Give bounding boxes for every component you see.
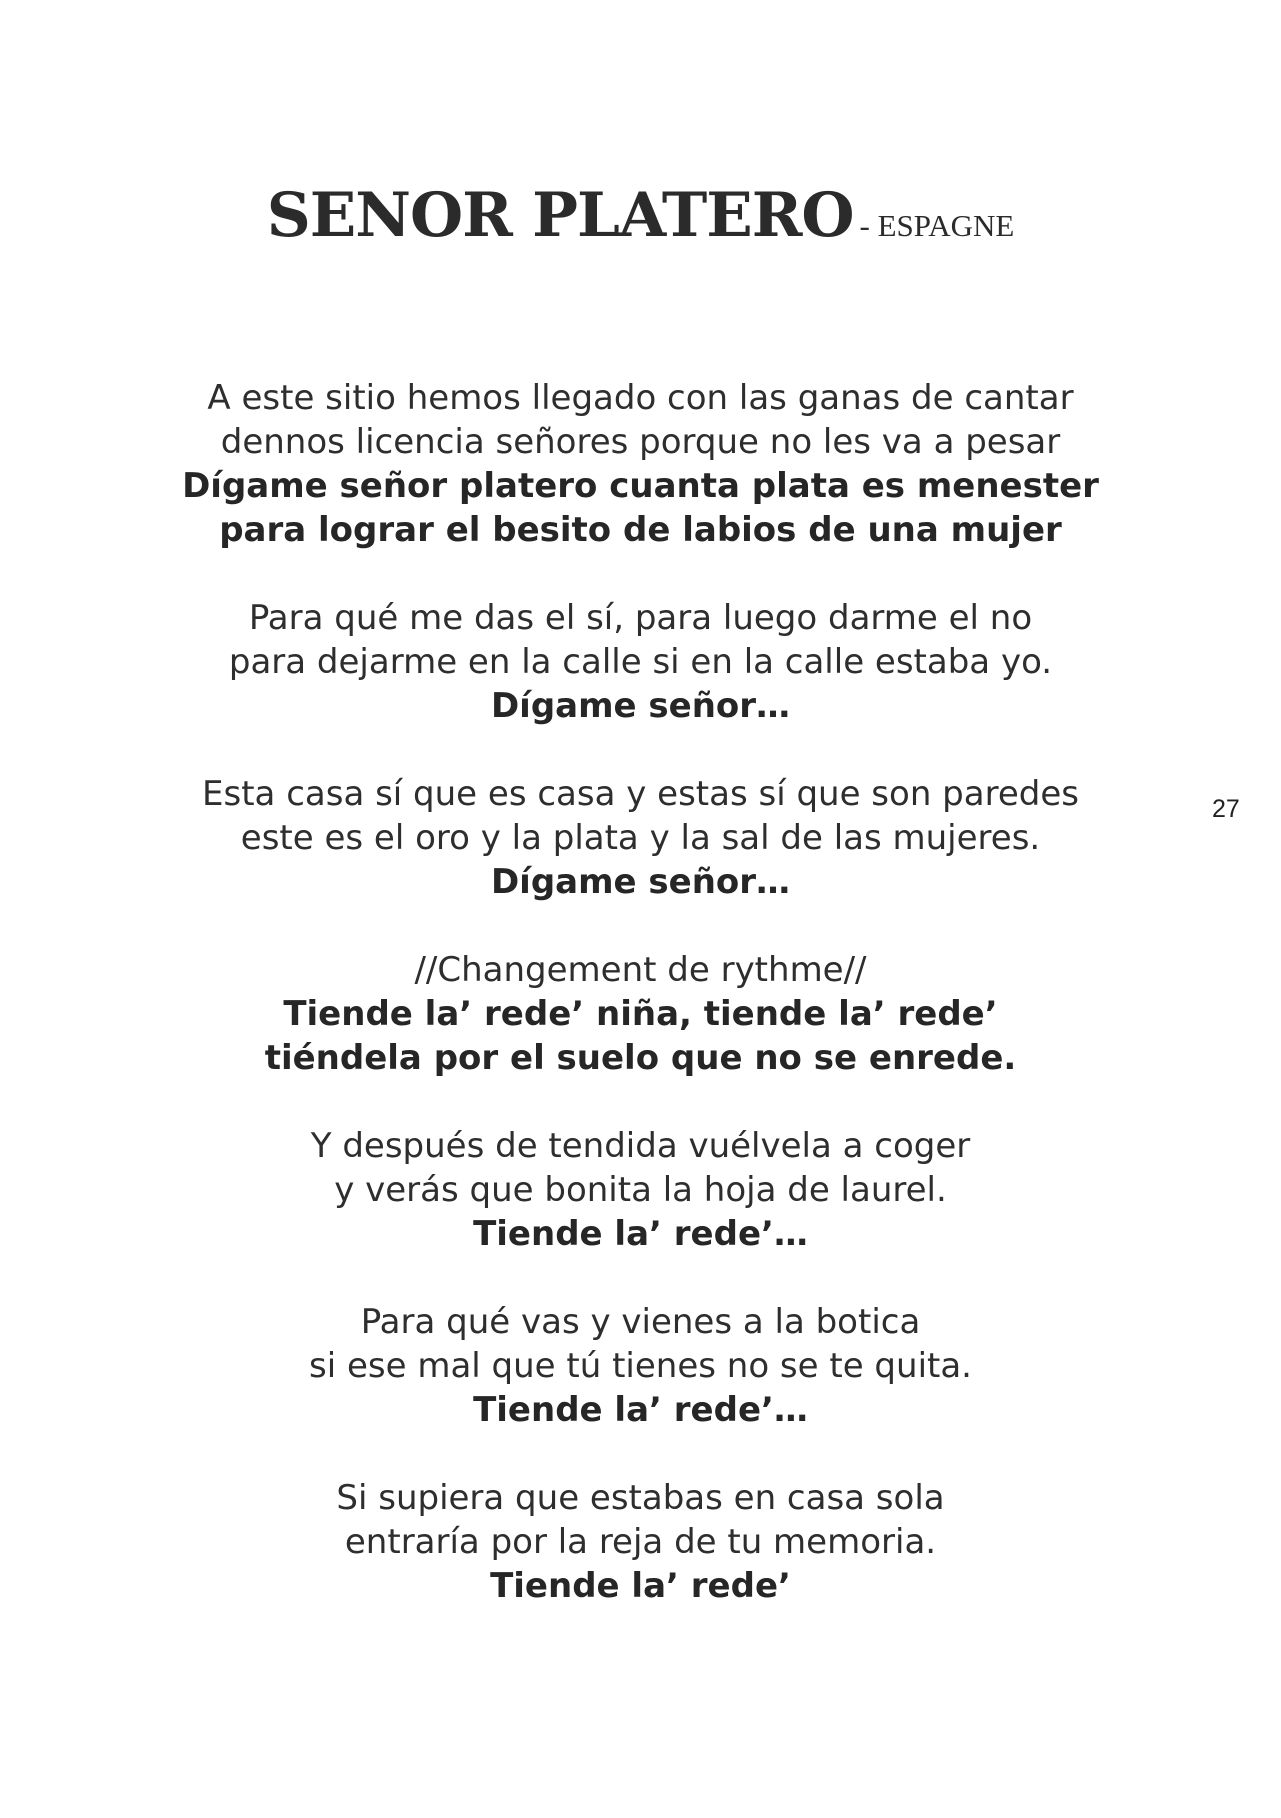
- verse-line: este es el oro y la plata y la sal de las mujeres.: [240, 818, 1041, 858]
- chorus-line: Tiende la’ rede’…: [473, 1390, 808, 1430]
- chorus-line: Tiende la’ rede’ niña, tiende la’ rede’: [283, 994, 998, 1034]
- song-origin: - ESPAGNE: [859, 208, 1015, 243]
- chorus-line: tiéndela por el suelo que no se enrede.: [264, 1038, 1017, 1078]
- verse-line: Para qué me das el sí, para luego darme el no: [248, 598, 1033, 638]
- page-title: [0, 180, 1281, 251]
- verse-line: A este sitio hemos llegado con las ganas de cantar: [207, 378, 1074, 418]
- verse-line: y verás que bonita la hoja de laurel.: [334, 1170, 947, 1210]
- chorus-line: Tiende la’ rede’…: [473, 1214, 808, 1254]
- stanza: [0, 948, 1281, 1080]
- page-number: 27: [1212, 795, 1240, 823]
- stanza: [0, 596, 1281, 728]
- lyrics-body: [0, 376, 1281, 1652]
- verse-line: Para qué vas y vienes a la botica: [360, 1302, 921, 1342]
- verse-line: Esta casa sí que es casa y estas sí que son paredes: [202, 774, 1079, 814]
- chorus-line: Dígame señor…: [490, 686, 791, 726]
- verse-line: para dejarme en la calle si en la calle estaba yo.: [228, 642, 1053, 682]
- rhythm-change-note: //Changement de rythme//: [414, 950, 867, 990]
- verse-line: entraría por la reja de tu memoria.: [344, 1522, 937, 1562]
- chorus-line: Dígame señor platero cuanta plata es menester: [182, 466, 1099, 506]
- verse-line: dennos licencia señores porque no les va a pesar: [220, 422, 1061, 462]
- chorus-line: Tiende la’ rede’: [490, 1566, 791, 1606]
- stanza: [0, 376, 1281, 552]
- chorus-line: Dígame señor…: [490, 862, 791, 902]
- stanza: [0, 772, 1281, 904]
- verse-line: Si supiera que estabas en casa sola: [336, 1478, 945, 1518]
- song-title: SENOR PLATERO: [266, 180, 854, 251]
- verse-line: si ese mal que tú tienes no se te quita.: [309, 1346, 972, 1386]
- stanza: [0, 1300, 1281, 1432]
- chorus-line: para lograr el besito de labios de una mujer: [219, 510, 1062, 550]
- stanza: [0, 1476, 1281, 1608]
- verse-line: Y después de tendida vuélvela a coger: [310, 1126, 971, 1166]
- stanza: [0, 1124, 1281, 1256]
